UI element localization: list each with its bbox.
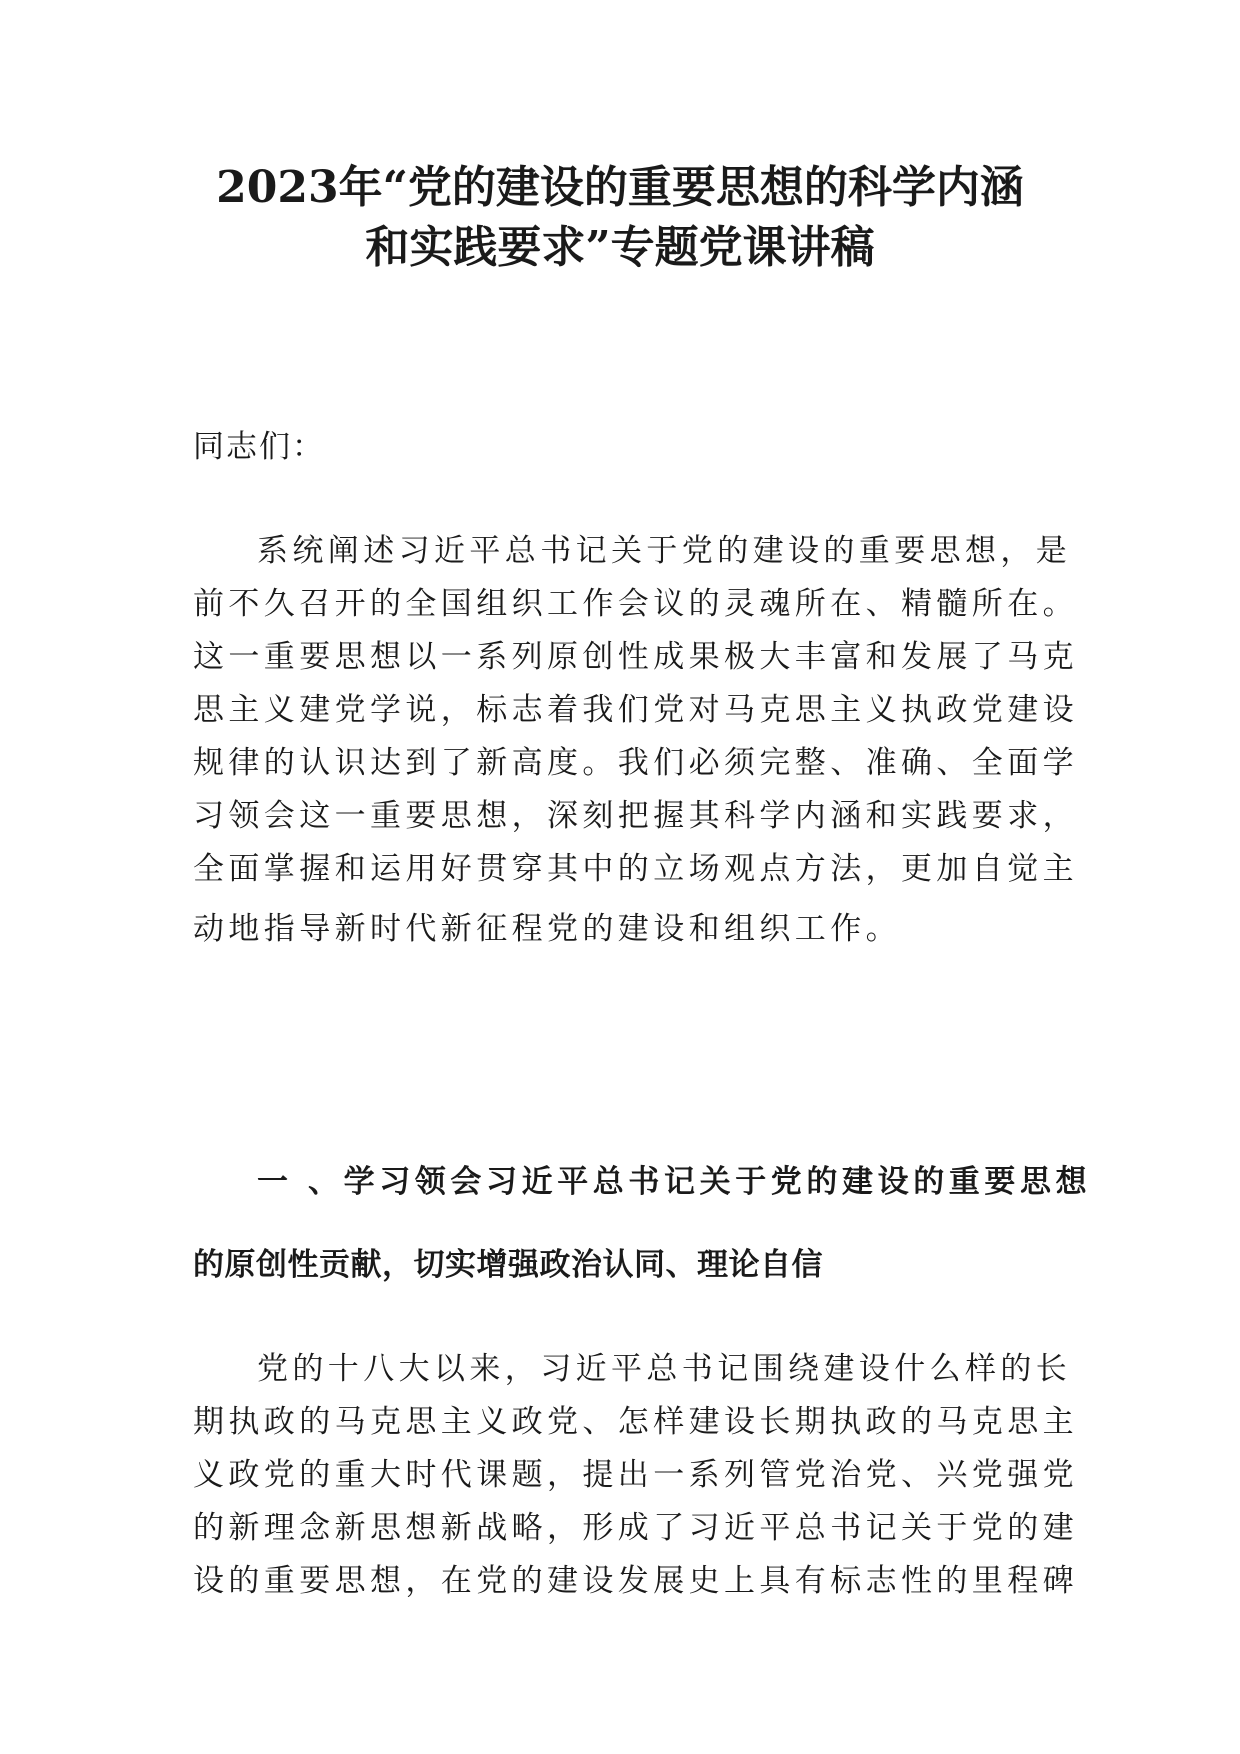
paragraph-2-line: 设的重要思想，在党的建设发展史上具有标志性的里程碑: [193, 1563, 1078, 1599]
paragraph-2-line: 期执政的马克思主义政党、怎样建设长期执政的马克思主: [193, 1404, 1078, 1440]
paragraph-1-line: 前不久召开的全国组织工作会议的灵魂所在、精髓所在。: [193, 586, 1078, 622]
paragraph-2-line: 党的十八大以来，习近平总书记围绕建设什么样的长: [257, 1351, 1072, 1387]
paragraph-1-line: 这一重要思想以一系列原创性成果极大丰富和发展了马克: [193, 639, 1078, 675]
salutation: 同志们：: [193, 429, 325, 465]
paragraph-2-line: 的新理念新思想新战略，形成了习近平总书记关于党的建: [193, 1510, 1078, 1546]
document-title-line-1: 2023年“党的建设的重要思想的科学内涵: [216, 162, 1024, 213]
document-title-line-2: 和实践要求”专题党课讲稿: [365, 222, 875, 273]
paragraph-1-line: 全面掌握和运用好贯穿其中的立场观点方法，更加自觉主: [193, 851, 1078, 887]
paragraph-1-line: 习领会这一重要思想，深刻把握其科学内涵和实践要求，: [193, 798, 1078, 834]
paragraph-1-line: 动地指导新时代新征程党的建设和组织工作。: [193, 911, 901, 947]
paragraph-1-line: 思主义建党学说，标志着我们党对马克思主义执政党建设: [193, 692, 1078, 728]
section-1-heading-line-1: 一 、学习领会习近平总书记关于党的建设的重要思想: [257, 1164, 1092, 1200]
paragraph-1-line: 规律的认识达到了新高度。我们必须完整、准确、全面学: [193, 745, 1078, 781]
paragraph-2-line: 义政党的重大时代课题，提出一系列管党治党、兴党强党: [193, 1457, 1078, 1493]
section-1-heading-line-2: 的原创性贡献，切实增强政治认同、理论自信: [193, 1247, 823, 1283]
paragraph-1-line: 系统阐述习近平总书记关于党的建设的重要思想，是: [257, 533, 1072, 569]
